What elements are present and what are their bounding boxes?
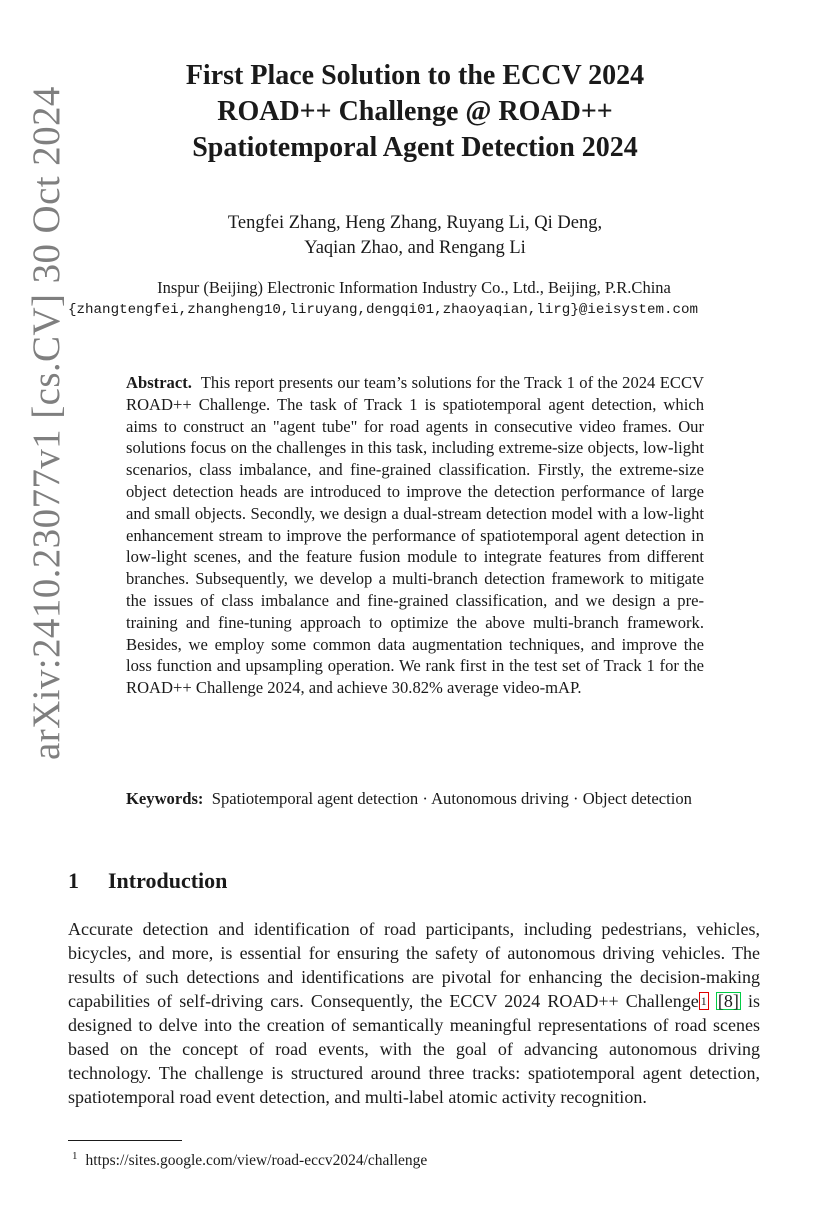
author-line: Yaqian Zhao, and Rengang Li xyxy=(304,238,526,258)
author-line: Tengfei Zhang, Heng Zhang, Ruyang Li, Qi Deng, xyxy=(227,213,603,233)
abstract xyxy=(126,372,704,699)
section-number: 1 xyxy=(68,868,79,893)
arxiv-stamp: arXiv:2410.23077v1 [cs.CV] 30 Oct 2024 xyxy=(25,86,68,760)
title-line: First Place Solution to the ECCV 2024 xyxy=(185,60,645,91)
footnote-divider xyxy=(68,1140,182,1141)
intro-text-after: is designed to delve into the creation of semantically meaningful representations of road scenes based on the concept of road events, with the goal of advancing autonomous driving technology. The challenge is structured around three tracks: spatiotemporal agent detection, spatiotemporal road event detection, and multi-label atomic activity recognition. xyxy=(68,991,761,1107)
footnote-mark: 1 xyxy=(700,994,707,1008)
intro-text-before: Accurate detection and identification of road participants, including pedestrians, vehicles, bicycles, and more, is essential for ensuring the safety of autonomous driving vehicles. The results of such detections and identifications are pivotal for enhancing the decision-making capabilities of self-driving cars. Consequently, the ECCV 2024 ROAD++ Challenge xyxy=(68,919,760,1011)
paper-title xyxy=(90,58,740,166)
abstract-text: This report presents our team’s solutions for the Track 1 of the 2024 ECCV ROAD++ Challenge. The task of Track 1 is spatiotemporal agent detection, which aims to construct an "agent tube" for road agents in consecutive video frames. Our solutions focus on the challenges in this task, including extreme-size objects, low-light scenarios, class imbalance, and fine-grained classification. Firstly, the extreme-size object detection heads are introduced to improve the detection performance of large and small objects. Secondly, we design a dual-stream detection model with a low-light enhancement stream to improve the performance of spatiotemporal agent detection in low-light scenes, and the feature fusion module to integrate features from different branches. Subsequently, we develop a multi-branch detection framework to mitigate the issues of class imbalance and fine-grained classification, and we design a pretraining and fine-tuning approach to optimize the above multi-branch framework. Besides, we employ some common data augmentation techniques, and improve the loss function and upsampling operation. We rank first in the test set of Track 1 for the ROAD++ Challenge 2024, and achieve 30.82% average video-mAP. xyxy=(126,373,704,698)
footnote-number: 1 xyxy=(72,1150,78,1162)
section-heading xyxy=(68,868,227,894)
author-emails: {zhangtengfei,zhangheng10,liruyang,dengqi01,zhaoyaqian,lirg}@ieisystem.com xyxy=(68,302,699,318)
keywords-label: Keywords: xyxy=(126,789,204,808)
footnote-url[interactable]: https://sites.google.com/view/road-eccv2024/challenge xyxy=(85,1152,428,1170)
affiliation: Inspur (Beijing) Electronic Information Industry Co., Ltd., Beijing, P.R.China xyxy=(157,278,671,297)
title-line: ROAD++ Challenge @ ROAD++ xyxy=(217,96,613,127)
abstract-label: Abstract. xyxy=(126,373,192,392)
section-title: Introduction xyxy=(108,868,228,893)
keywords xyxy=(126,788,704,810)
title-line: Spatiotemporal Agent Detection 2024 xyxy=(192,132,638,163)
author-list xyxy=(90,211,740,261)
footnote xyxy=(72,1145,427,1172)
footnote-link[interactable] xyxy=(699,992,709,1010)
citation-link[interactable]: [8] xyxy=(717,991,739,1011)
keywords-text: Spatiotemporal agent detection · Autonomous driving · Object detection xyxy=(211,789,692,808)
intro-paragraph xyxy=(68,917,760,1109)
